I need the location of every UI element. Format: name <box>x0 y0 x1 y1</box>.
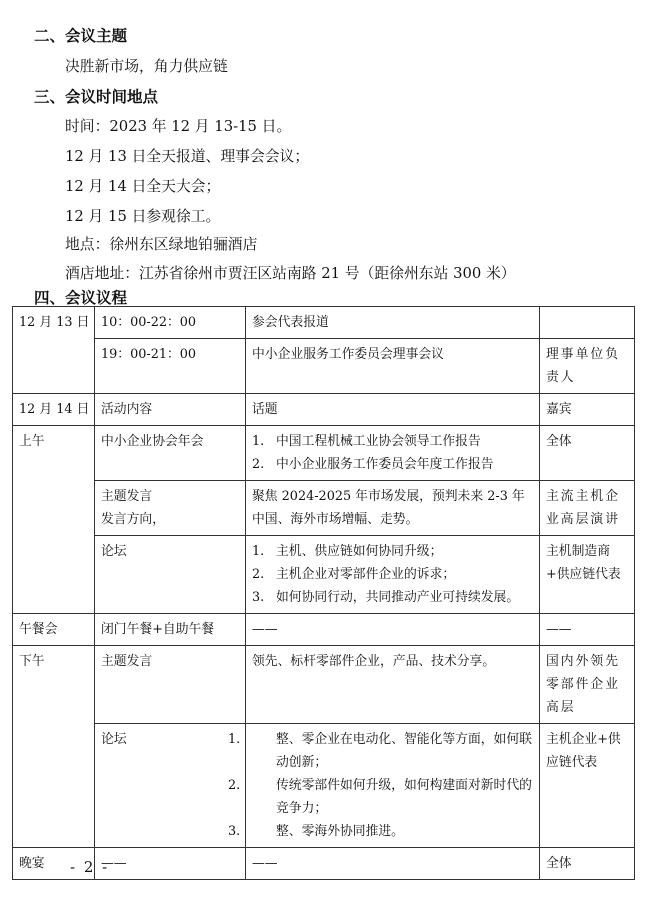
dinner-label-cell: 晚宴 <box>13 848 95 880</box>
header-activity: 活动内容 <box>95 394 246 426</box>
time-cell: 10：00-22：00 <box>95 307 246 339</box>
activity-cell: 论坛 <box>95 724 246 848</box>
guest-cell: 主机企业+供应链代表 <box>540 724 635 848</box>
guest-cell: 全体 <box>540 848 635 880</box>
schedule-day-15: 12 月 15 日参观徐工。 <box>65 208 221 225</box>
guest-cell: 主机制造商+供应链代表 <box>540 536 635 614</box>
topic-cell: 领先、标杆零部件企业，产品、技术分享。 <box>246 646 540 724</box>
topic-cell: 1. 整、零企业在电动化、智能化等方面，如何联动创新； 2. 传统零部件如何升级，如何构建面对新时代的竞争力； 3. 整、零海外协同推进。 <box>246 724 540 848</box>
table-row <box>13 307 635 339</box>
table-row <box>13 536 635 614</box>
topic-cell: 1. 中国工程机械工业协会领导工作报告 2. 中小企业服务工作委员会年度工作报告 <box>246 426 540 481</box>
schedule-day-14: 12 月 14 日全天大会； <box>65 178 221 195</box>
activity-cell: 主题发言 发言方向， <box>95 481 246 536</box>
meeting-time: 时间：2023 年 12 月 13-15 日。 <box>65 118 292 135</box>
topic-cell: 1. 主机、供应链如何协同升级； 2. 主机企业对零部件企业的诉求； 3. 如何协同行动，共同推动产业可持续发展。 <box>246 536 540 614</box>
lunch-label-cell: 午餐会 <box>13 614 95 646</box>
activity-cell: 论坛 <box>95 536 246 614</box>
activity-cell: 主题发言 <box>95 646 246 724</box>
activity-cell: —— <box>95 848 246 880</box>
schedule-day-13: 12 月 13 日全天报道、理事会会议； <box>65 148 310 165</box>
guest-cell <box>540 307 635 339</box>
meeting-venue: 地点：徐州东区绿地铂骊酒店 <box>65 236 258 253</box>
guest-cell: 理事单位负责人 <box>540 339 635 394</box>
table-row <box>13 481 635 536</box>
topic-cell: —— <box>246 614 540 646</box>
time-cell: 19：00-21：00 <box>95 339 246 394</box>
section-2-heading: 二、会议主题 <box>34 26 128 45</box>
day1-date-cell: 12 月 13 日 <box>13 307 95 394</box>
item-cell: 中小企业服务工作委员会理事会议 <box>246 339 540 394</box>
header-guest: 嘉宾 <box>540 394 635 426</box>
section-3-heading: 三、会议时间地点 <box>34 87 159 106</box>
header-date: 12 月 14 日 <box>13 394 95 426</box>
page-number: - 2 - <box>70 858 110 876</box>
meeting-theme: 决胜新市场，角力供应链 <box>65 58 228 75</box>
topic-cell: 聚焦 2024-2025 年市场发展，预判未来 2-3 年中国、海外市场增幅、走势。 <box>246 481 540 536</box>
activity-cell: 中小企业协会年会 <box>95 426 246 481</box>
table-row <box>13 614 635 646</box>
guest-cell: 全体 <box>540 426 635 481</box>
table-row <box>13 646 635 724</box>
table-row <box>13 426 635 481</box>
table-row <box>13 339 635 394</box>
table-row <box>13 724 635 848</box>
section-4-heading: 四、会议议程 <box>34 288 128 307</box>
topic-cell: —— <box>246 848 540 880</box>
table-header-row <box>13 394 635 426</box>
item-cell: 参会代表报道 <box>246 307 540 339</box>
agenda-table <box>12 306 635 880</box>
guest-cell: 主流主机企业高层演讲 <box>540 481 635 536</box>
am-label-cell: 上午 <box>13 426 95 614</box>
pm-label-cell: 下午 <box>13 646 95 848</box>
hotel-address: 酒店地址：江苏省徐州市贾汪区站南路 21 号（距徐州东站 300 米） <box>65 265 516 282</box>
guest-cell: —— <box>540 614 635 646</box>
guest-cell: 国内外领先零部件企业高层 <box>540 646 635 724</box>
header-topic: 话题 <box>246 394 540 426</box>
activity-cell: 闭门午餐+自助午餐 <box>95 614 246 646</box>
